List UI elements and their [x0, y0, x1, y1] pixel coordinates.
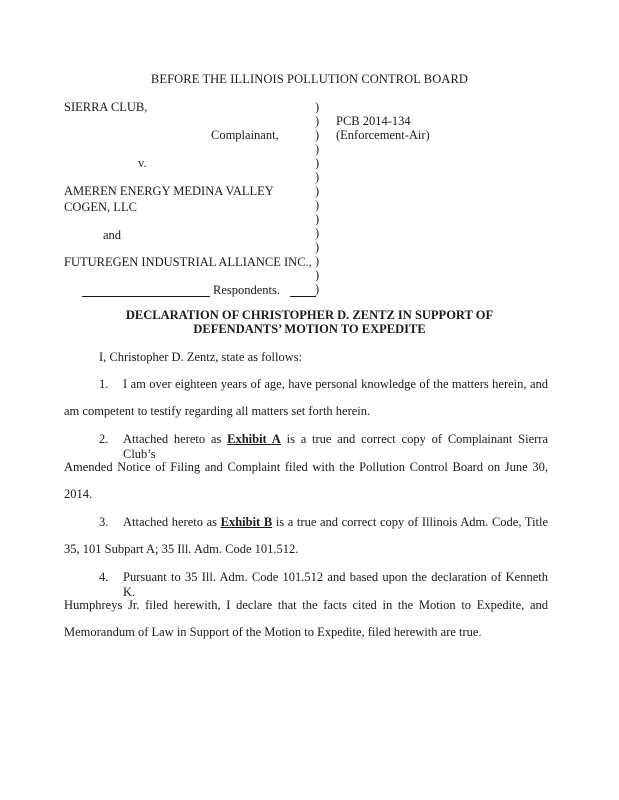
- intro-statement: I, Christopher D. Zentz, state as follows:: [99, 350, 303, 364]
- signature-underline-right: [290, 296, 316, 297]
- defendant-2: FUTUREGEN INDUSTRIAL ALLIANCE INC.,: [64, 255, 312, 269]
- paragraph-4-line-2: Humphreys Jr. filed herewith, I declare that the facts cited in the Motion to Expedite, and: [64, 598, 548, 612]
- plaintiff-name: SIERRA CLUB,: [64, 100, 148, 114]
- defendant-1-line-1: AMEREN ENERGY MEDINA VALLEY: [64, 184, 274, 198]
- paragraph-4-line-3: Memorandum of Law in Support of the Motion to Expedite, filed herewith are true.: [64, 625, 482, 639]
- caption-paren: ): [315, 184, 320, 198]
- paragraph-4-line-1: Pursuant to 35 Ill. Adm. Code 101.512 and based upon the declaration of Kenneth K.: [123, 570, 548, 599]
- exhibit-a-reference: Exhibit A: [227, 432, 281, 446]
- declaration-title-line-1: DECLARATION OF CHRISTOPHER D. ZENTZ IN SUPPORT OF: [125, 308, 494, 322]
- paragraph-3-line-1: Attached hereto as Exhibit B is a true and correct copy of Illinois Adm. Code, Title: [123, 515, 549, 529]
- case-type: (Enforcement-Air): [336, 128, 430, 142]
- caption-paren: ): [315, 226, 320, 240]
- caption-paren: ): [315, 128, 320, 142]
- caption-paren: ): [315, 198, 320, 212]
- caption-paren: ): [315, 240, 320, 254]
- paragraph-3-number: 3.: [99, 515, 109, 529]
- caption-paren: ): [315, 254, 320, 268]
- paragraph-3-line-2: 35, 101 Subpart A; 35 Ill. Adm. Code 101.512.: [64, 542, 299, 556]
- and-label: and: [103, 228, 122, 242]
- paragraph-2-line-2: Amended Notice of Filing and Complaint filed with the Pollution Control Board on June 30,: [64, 460, 548, 474]
- court-heading: BEFORE THE ILLINOIS POLLUTION CONTROL BOARD: [150, 72, 469, 86]
- caption-paren: ): [315, 114, 320, 128]
- declaration-title-line-2: DEFENDANTS’ MOTION TO EXPEDITE: [193, 322, 426, 336]
- paragraph-2-number: 2.: [99, 432, 109, 446]
- defendant-1-line-2: COGEN, LLC: [64, 200, 137, 214]
- paragraph-4-number: 4.: [99, 570, 109, 584]
- exhibit-b-reference: Exhibit B: [220, 515, 273, 529]
- paragraph-1-line-1: I am over eighteen years of age, have personal knowledge of the matters herein, and: [123, 377, 548, 391]
- versus-label: v.: [138, 156, 147, 170]
- plaintiff-role: Complainant,: [211, 128, 279, 142]
- caption-paren: ): [315, 142, 320, 156]
- defendant-role: Respondents.: [213, 283, 281, 297]
- caption-paren: ): [315, 170, 320, 184]
- paragraph-1-line-2: am competent to testify regarding all matters set forth herein.: [64, 404, 371, 418]
- paragraph-1-number: 1.: [99, 377, 109, 391]
- case-number: PCB 2014-134: [336, 114, 411, 128]
- caption-paren: ): [315, 100, 320, 114]
- caption-paren: ): [315, 282, 320, 296]
- caption-paren: ): [315, 156, 320, 170]
- paragraph-2-line-3: 2014.: [64, 487, 93, 501]
- paragraph-2-line-1: Attached hereto as Exhibit A is a true and correct copy of Complainant Sierra Club’s: [123, 432, 549, 461]
- signature-underline-left: [82, 296, 210, 297]
- caption-paren: ): [315, 268, 320, 282]
- caption-paren: ): [315, 212, 320, 226]
